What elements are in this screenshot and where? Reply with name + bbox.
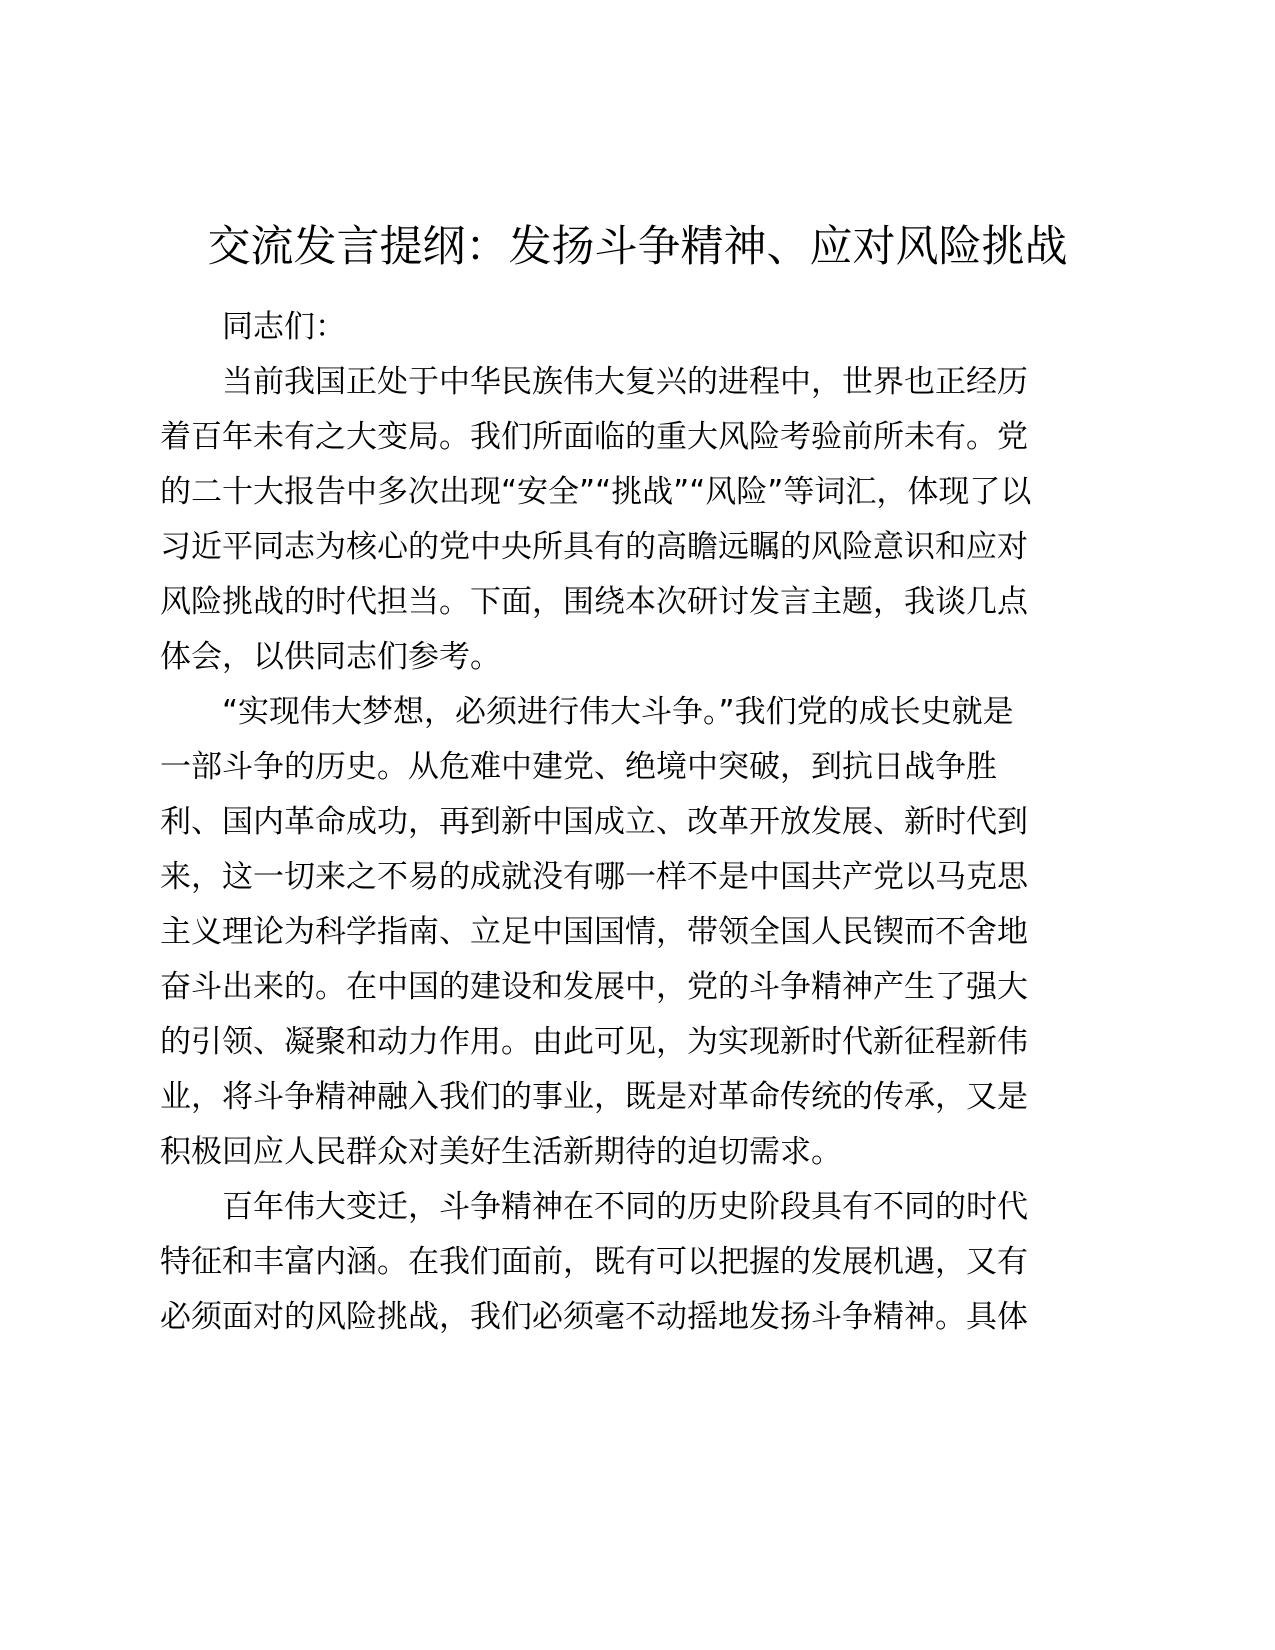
- paragraph-line: 习近平同志为核心的党中央所具有的高瞻远瞩的风险意识和应对: [160, 529, 1028, 565]
- paragraph-2: [160, 685, 1090, 1180]
- document-title: 交流发言提纲：发扬斗争精神、应对风险挑战: [207, 222, 1068, 272]
- paragraph-line: 当前我国正处于中华民族伟大复兴的进程中，世界也正经历: [222, 364, 1028, 400]
- paragraph-line: 主义理论为科学指南、立足中国国情，带领全国人民锲而不舍地: [160, 914, 1028, 950]
- paragraph-line: 百年伟大变迁，斗争精神在不同的历史阶段具有不同的时代: [222, 1189, 1028, 1225]
- paragraph-line: 风险挑战的时代担当。下面，围绕本次研讨发言主题，我谈几点: [160, 584, 1028, 620]
- paragraph-line: 利、国内革命成功，再到新中国成立、改革开放发展、新时代到: [160, 804, 1028, 840]
- paragraph-line: 一部斗争的历史。从危难中建党、绝境中突破，到抗日战争胜: [160, 749, 997, 785]
- paragraph-3: [160, 1180, 1090, 1345]
- salutation: 同志们：: [222, 309, 346, 345]
- paragraph-1: [160, 355, 1090, 685]
- paragraph-line: 特征和丰富内涵。在我们面前，既有可以把握的发展机遇，又有: [160, 1244, 1028, 1280]
- paragraph-line: 的二十大报告中多次出现“安全”“挑战”“风险”等词汇，体现了以: [160, 474, 1032, 510]
- paragraph-line: 着百年未有之大变局。我们所面临的重大风险考验前所未有。党: [160, 419, 1028, 455]
- paragraph-line: 的引领、凝聚和动力作用。由此可见，为实现新时代新征程新伟: [160, 1024, 1028, 1060]
- paragraph-line: 必须面对的风险挑战，我们必须毫不动摇地发扬斗争精神。具体: [160, 1299, 1028, 1335]
- paragraph-line: 体会，以供同志们参考。: [160, 639, 501, 675]
- document-body: [160, 300, 1090, 1345]
- paragraph-line: 来，这一切来之不易的成就没有哪一样不是中国共产党以马克思: [160, 859, 1028, 895]
- paragraph-line: 奋斗出来的。在中国的建设和发展中，党的斗争精神产生了强大: [160, 969, 1028, 1005]
- paragraph-line: 积极回应人民群众对美好生活新期待的迫切需求。: [160, 1134, 842, 1170]
- paragraph-line: 业，将斗争精神融入我们的事业，既是对革命传统的传承，又是: [160, 1079, 1028, 1115]
- paragraph-line: “实现伟大梦想，必须进行伟大斗争。”我们党的成长史就是: [222, 694, 1014, 730]
